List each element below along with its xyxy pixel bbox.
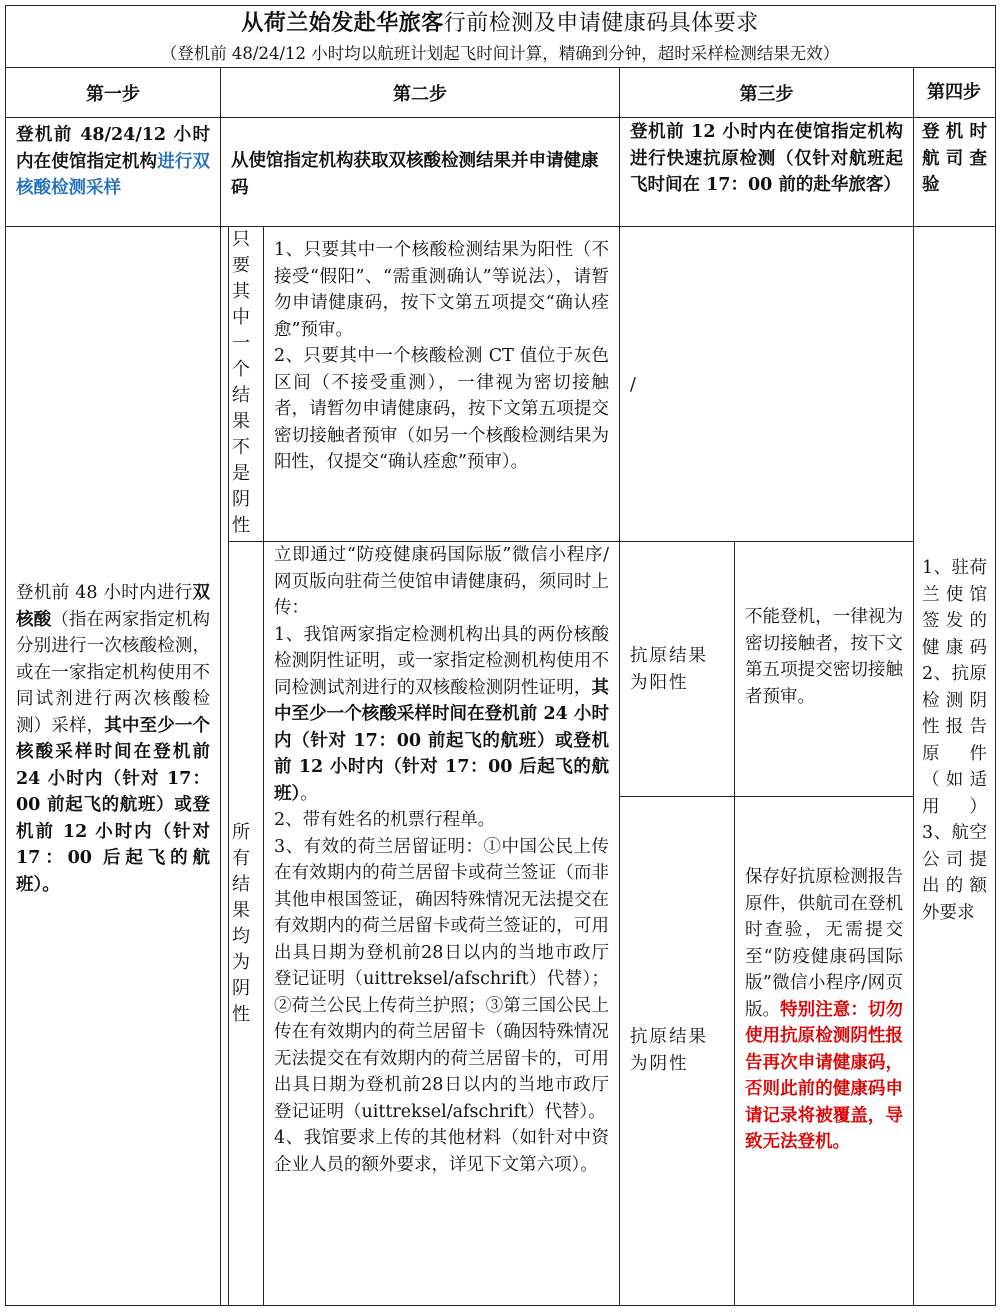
border-bottom [5,1305,996,1306]
antigen-negative-label: 抗原结果为阴性 [630,1027,708,1074]
page-title: 从荷兰始发赴华旅客行前检测及申请健康码具体要求 [241,10,759,36]
divider-antigen [620,796,913,797]
step4-summary: 登机时航司查验 [922,122,987,195]
border-top [5,5,996,6]
branch-not-negative-step3: / [630,375,636,395]
header-step2: 第二步 [393,83,447,105]
step3-summary: 登机前 12 小时内在使馆指定机构进行快速抗原检测（仅针对航班起飞时间在 17：00 前的赴华旅客） [630,122,903,195]
header-step1: 第一步 [86,83,140,105]
branch-not-negative-content: 1、只要其中一个核酸检测结果为阳性（不接受“假阳”、“需重测确认”等说法），请暂勿申请健康码，按下文第五项提交“确认痊愈”预审。 2、只要其中一个核酸检测 CT 值位于灰色区间（不接受重测），一律视为密切接触者，请暂勿申请健康码，按下文第五项提交密切接触者预审（如另一个核酸检测结果为阳性，仅提交“确认痊愈”预审）。 [274,240,609,472]
step2-summary: 从使馆指定机构获取双核酸检测结果并申请健康码 [231,151,599,198]
border-right [995,5,996,1306]
header-step4: 第四步 [927,82,981,103]
antigen-positive-label: 抗原结果为阳性 [630,646,708,693]
col-divider-1 [220,67,221,1306]
branch-all-negative-label: 所有结果均为阴性 [232,822,250,1025]
branch-not-negative-label: 只要其中一个结果不是阴性 [232,229,250,536]
step1-detail: 登机前 48 小时内进行双核酸（指在两家指定机构分别进行一次核酸检测，或在一家指定机构使用不同试剂进行两次核酸检测）采样，其中至少一个核酸采样时间在登机前 24 小时内（针对 17：00 前起飞的航班）或登机前 12 小时内（针对 17：00 后起飞的航班）。 [16,583,211,895]
page-subtitle: （登机前 48/24/12 小时均以航班计划起飞时间计算，精确到分钟，超时采样检测结果无效） [160,44,840,63]
antigen-negative-text: 保存好抗原检测报告原件，供航司在登机时查验，无需提交至“防疫健康码国际版”微信小程序/网页版。特别注意：切勿使用抗原检测阴性报告再次申请健康码，否则此前的健康码申请记录将被覆盖，导致无法登机。 [745,867,903,1152]
branch-all-negative-content: 立即通过“防疫健康码国际版”微信小程序/网页版向驻荷兰使馆申请健康码，须同时上传： 1、我馆两家指定检测机构出具的两份核酸检测阴性证明，或一家指定检测机构使用不同检测试剂进行的双核酸检测阴性证明，其中至少一个核酸采样时间在登机前 24 小时内（针对 17：00 前起飞的航班）或登机前 12 小时内（针对 17：00 后起飞的航班）。 2、带有姓名的机票行程单。 3、有效的荷兰居留证明：①中国公民上传在有效期内的荷兰居留卡或荷兰签证（而非其他申根国签证，确因特殊情况无法提交在有效期内的荷兰居留卡或荷兰签证的，可用出具日期为登机前28日以内的当地市政厅登记证明（uittreksel/afschrift）代替）；②荷兰公民上传荷兰护照；③第三国公民上传在有效期内的荷兰居留卡（确因特殊情况无法提交在有效期内的荷兰居留卡的，可用出具日期为登机前28日以内的当地市政厅登记证明（uittreksel/afschrift）代替）。 4、我馆要求上传的其他材料（如针对中资企业人员的额外要求，详见下文第六项）。 [274,545,609,1175]
header-step3: 第三步 [739,83,794,105]
step4-detail: 1、驻荷兰使馆签发的健康码 2、抗原检测阴性报告原件（如适用） 3、航空公司提出的额外要求 [922,558,987,923]
divider-header [5,117,996,118]
antigen-positive-text: 不能登机，一律视为密切接触者，按下文第五项提交密切接触者预审。 [745,607,903,707]
divider-row2 [5,226,996,227]
col-divider-sub [228,226,229,1306]
step1-summary: 登机前 48/24/12 小时内在使馆指定机构进行双核酸检测采样 [16,125,211,198]
